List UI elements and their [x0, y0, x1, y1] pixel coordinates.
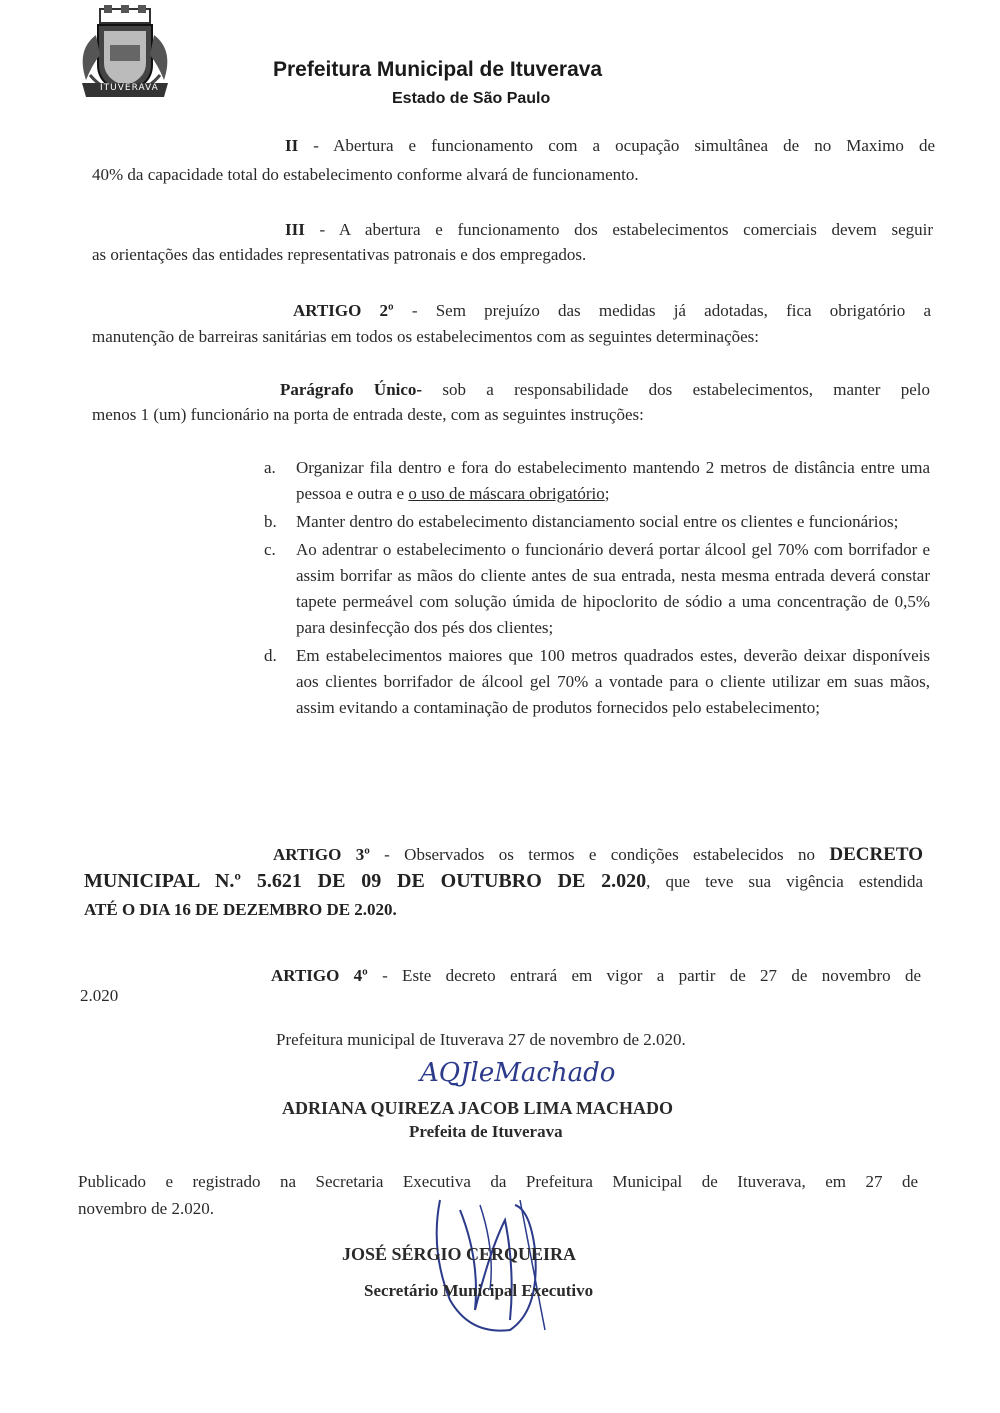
item-ii-line2: 40% da capacidade total do estabelecimento conforme alvará de funcionamento. [92, 165, 639, 184]
artigo3-text2: , que teve sua vigência estendida [646, 872, 923, 891]
artigo2-line2: manutenção de barreiras sanitárias em todos os estabelecimentos com as seguintes determinações: [92, 327, 760, 346]
list-item [260, 643, 930, 721]
list-item-letter: d. [264, 646, 277, 665]
publication-line2: novembro de 2.020. [78, 1199, 214, 1218]
artigo3-decree-ref: MUNICIPAL N.º 5.621 DE 09 DE OUTUBRO DE 2.020 [84, 870, 647, 892]
mayor-name: ADRIANA QUIREZA JACOB LIMA MACHADO [282, 1098, 674, 1118]
item-ii-text: - Abertura e funcionamento com a ocupação simultânea de no Maximo de [298, 136, 935, 155]
secretary-signature [420, 1190, 560, 1340]
artigo2-text: - Sem prejuízo das medidas já adotadas, fica obrigatório a [393, 301, 932, 320]
artigo2-line1 [293, 301, 931, 321]
instructions-list [260, 455, 930, 721]
artigo4-line2: 2.020 [80, 986, 119, 1005]
list-item [260, 509, 930, 535]
artigo3-line2 [84, 870, 923, 893]
mayor-title: Prefeita de Ituverava [409, 1122, 563, 1141]
artigo4-label: ARTIGO 4º [271, 966, 368, 985]
paragrafo-text: sob a responsabilidade dos estabelecimentos, manter pelo [422, 380, 930, 399]
artigo3-label: ARTIGO 3º [273, 845, 370, 864]
artigo4-text: - Este decreto entrará em vigor a partir de 27 de novembro de [367, 966, 921, 985]
item-iii-line2: as orientações das entidades representativas patronais e dos empregados. [92, 245, 587, 264]
mayor-signature: AQJleMachado [420, 1058, 616, 1088]
artigo3-line1 [273, 844, 923, 866]
list-item-text: Organizar fila dentro e fora do estabelecimento mantendo 2 metros de distância entre uma pessoa e outra e [296, 458, 930, 503]
publication-text: Publicado e registrado na Secretaria Executiva da Prefeitura Municipal de Ituverava, em 27 de [78, 1172, 918, 1191]
list-item-tail: ; [604, 484, 610, 503]
crest-text: ITUVERAVA [100, 83, 159, 93]
list-item [260, 537, 930, 641]
artigo3-decreto: DECRETO [829, 844, 923, 865]
artigo3-deadline: ATÉ O DIA 16 DE DEZEMBRO DE 2.020. [84, 900, 397, 919]
secretary-title: Secretário Municipal Executivo [364, 1281, 594, 1300]
paragrafo-label: Parágrafo Único- [280, 380, 423, 399]
artigo2-label: ARTIGO 2º [293, 301, 394, 320]
list-item-text: Manter dentro do estabelecimento distanciamento social entre os clientes e funcionários; [296, 512, 899, 531]
item-iii-label: III [285, 220, 305, 239]
list-item [260, 455, 930, 507]
page-subtitle: Estado de São Paulo [392, 90, 551, 107]
secretary-name: JOSÉ SÉRGIO CERQUEIRA [342, 1244, 577, 1264]
place-date: Prefeitura municipal de Ituverava 27 de novembro de 2.020. [276, 1030, 686, 1049]
municipal-crest [70, 5, 180, 105]
item-iii-text: - A abertura e funcionamento dos estabelecimentos comerciais devem seguir [304, 220, 933, 239]
list-item-letter: a. [264, 458, 276, 477]
artigo3-line3 [84, 900, 397, 920]
item-iii-line1 [285, 220, 933, 240]
paragrafo-line2: menos 1 (um) funcionário na porta de entrada deste, com as seguintes instruções: [92, 405, 644, 424]
list-item-text: Em estabelecimentos maiores que 100 metros quadrados estes, deverão deixar disponíveis aos clientes borrifador de álcool gel 70% a vontade para o cliente utilizar em suas mãos, assim evitando a contaminação de produtos fornecidos pelo estabelecimento; [296, 646, 930, 717]
artigo4-line1 [271, 966, 921, 986]
item-ii-line1 [285, 136, 935, 156]
page-title: Prefeitura Municipal de Ituverava [273, 58, 603, 81]
list-item-letter: b. [264, 512, 277, 531]
item-ii-label: II [285, 136, 299, 155]
paragrafo-line1 [280, 380, 930, 400]
list-item-text: Ao adentrar o estabelecimento o funcionário deverá portar álcool gel 70% com borrifador e assim borrifar as mãos do cliente antes de sua entrada, nesta mesma entrada deverá constar tapete permeável com solução úmida de hipoclorito de sódio a uma concentração de 0,5% para desinfecção dos pés dos clientes; [296, 540, 930, 637]
list-item-letter: c. [264, 540, 276, 559]
list-item-underlined: o uso de máscara obrigatório [408, 484, 605, 503]
publication-line1 [78, 1172, 918, 1192]
artigo3-text: - Observados os termos e condições estabelecidos no [369, 845, 830, 864]
